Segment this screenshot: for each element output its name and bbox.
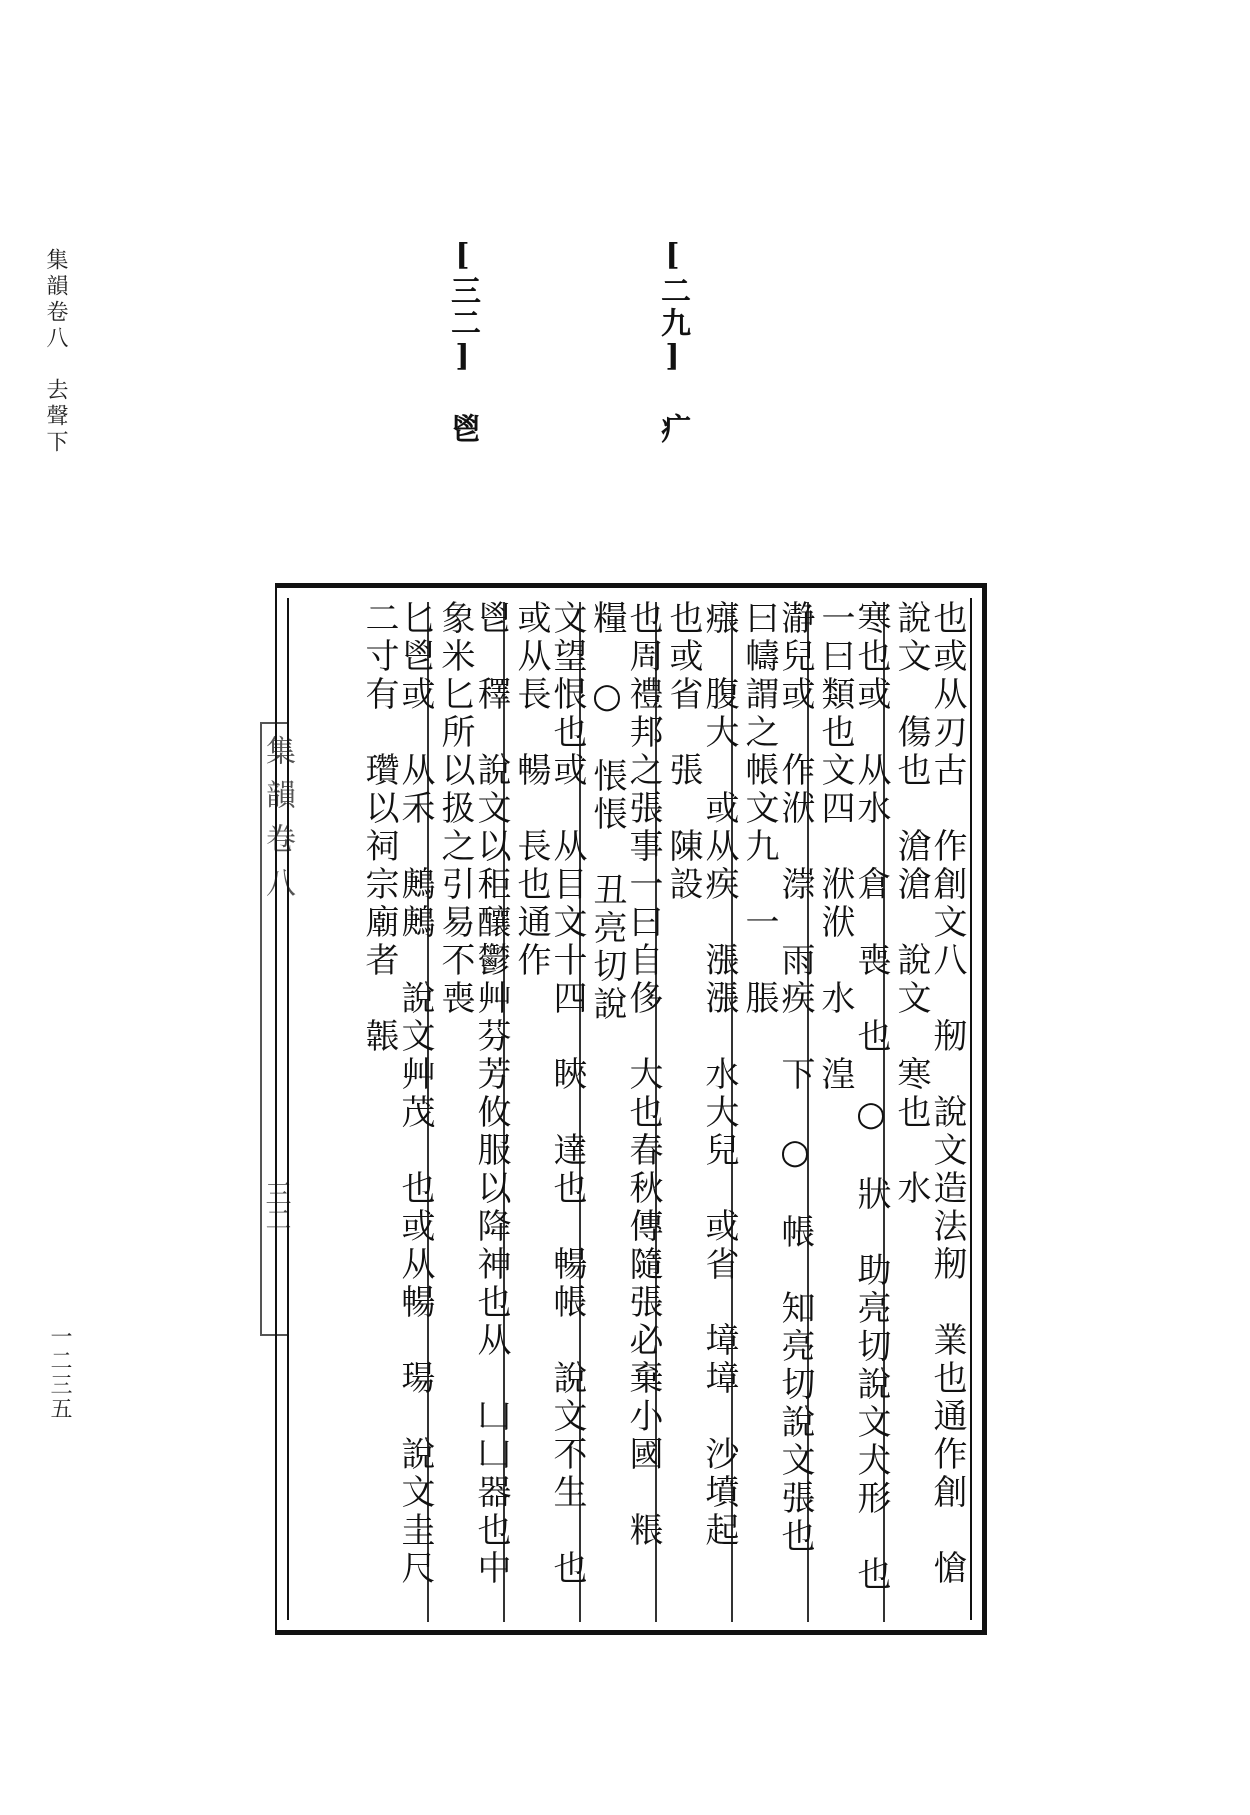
running-head: 集韻卷八 去聲下 xyxy=(43,248,68,456)
margin-ledger: 集韻卷八 xyxy=(260,735,295,911)
collation-note: [三二] 鬯 xyxy=(445,238,480,445)
text-column: 瘬 腹大 或从疾 漲漲 水大兒 或省 墇墇 沙墳起 也或省 張 陳設 xyxy=(663,600,739,1588)
page-number: 一二三五 xyxy=(47,1325,72,1421)
margin-folio: 三二 xyxy=(261,1180,291,1232)
text-column: 文望恨也或 从目文十四 䀹 達也 暢帳 說文不生 也或从長 暢 長也通作 xyxy=(511,600,587,1588)
text-column: 也周禮邦之張事一曰自侈 大也春秋傳隨張必棄小國 粻 糧 ○ 悵悵 丑亮切說 xyxy=(587,600,663,1588)
text-column: 鬯 䆁 說文以秬釀鬱艸芬芳攸服以降神也从 凵凵器也中象米匕所以扱之引易不喪 xyxy=(435,600,511,1588)
text-block xyxy=(275,583,987,1635)
text-column: 也或从刃古 作創文八 剏 說文造法剏 業也通作創 愴 說文 傷也 滄滄 說文 寒也 水 xyxy=(891,600,967,1626)
text-column: 寒也或 从水 倉 喪 也 ○ 狀 助亮切說文犬形 也一曰類也文四 洑洑 水 湟 xyxy=(815,600,891,1594)
collation-note: [二九] 疒 xyxy=(655,238,690,445)
text-column: 匕鬯或 从禾 鶊鶊 說文艸茂 也或从暢 瑒 說文圭尺二寸有 瓚以祠宗廟者 韔 xyxy=(359,600,435,1588)
text-column: 瀞兒或 作洑 漴 雨疾 下 ○ 帳 知亮切說文張也 曰幬謂之帳文九 一 脹 xyxy=(739,600,815,1594)
